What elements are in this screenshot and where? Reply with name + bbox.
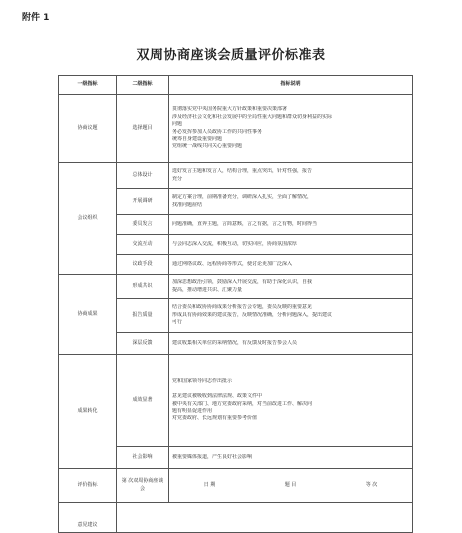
level1-cell: 成果转化 xyxy=(59,355,117,469)
level2-cell: 选择题目 xyxy=(117,95,169,163)
level1-cell: 会议组织 xyxy=(59,163,117,275)
description-cell: 建议收集相关单位的采纳情况，有反馈及时报告参会人员 xyxy=(169,333,413,355)
level1-cell: 协商成果 xyxy=(59,275,117,355)
level2-cell: 交流互动 xyxy=(117,235,169,255)
table-row xyxy=(59,275,413,299)
field-date: 日 期 xyxy=(203,481,216,488)
session-label: 第 次双周协商座谈会 xyxy=(117,469,169,503)
table-header-row xyxy=(59,76,413,95)
level2-cell: 社会影响 xyxy=(117,447,169,469)
opinion-label: 意见建议 xyxy=(59,503,117,533)
evaluation-row xyxy=(59,469,413,503)
description-cell: 被重要媒体报道，产生良好社会影响 xyxy=(169,447,413,469)
field-grade: 等 次 xyxy=(365,481,378,488)
description-cell: 问题准确，直奔主题，言简意赅，言之有据，言之有物，时间得当 xyxy=(169,215,413,235)
opinion-row xyxy=(59,503,413,533)
description-cell: 加深思想政治引领，鼓励深入开展交流，有助于深化认识，自我 提高，推动增进共识、汇聚力量 xyxy=(169,275,413,299)
description-cell: 结合委员和政协协商成果分析报告会专题，委员反映的重要意见 形成具有协商效果的建议报告，反映情况准确，分析问题深入，提出建议 可行 xyxy=(169,299,413,333)
evaluation-standards-table xyxy=(58,75,413,533)
header-level1: 一级指标 xyxy=(59,76,117,95)
evaluation-label: 评价指标 xyxy=(59,469,117,503)
description-cell: 制定方案合理，前期准备充分，调研深入扎实，全面了解情况， 找准问题症结 xyxy=(169,189,413,215)
description-cell: 贯彻落实党中央国务院重大方针政策和重要决策部署 涉及经济社会文化和社会发展中的全局性重大问题和群众切身利益的实际 问题 务必发挥参加人员政协工作的共同性事务 统筹自身建设重要问题 党组统一战线共同关心重要问题 xyxy=(169,95,413,163)
table-row xyxy=(59,95,413,163)
level2-cell: 深层反馈 xyxy=(117,333,169,355)
description-cell: 选好发言主题和发言人，结构合理，重点突出，针对性强，报告 充分 xyxy=(169,163,413,189)
evaluation-fields xyxy=(169,469,413,503)
level2-cell: 议政手段 xyxy=(117,255,169,275)
header-level2: 二级指标 xyxy=(117,76,169,95)
description-cell: 党和国家领导同志作出批示 意见建议被吸收到法律法规、政策文件中 被中央有关部门、地方党委政府采纳，对当前改进工作、解决问 题有明显促进作用 对党委政府、长远规划有重要参考价值 xyxy=(169,355,413,447)
level2-cell: 开展调研 xyxy=(117,189,169,215)
level1-cell: 协商议题 xyxy=(59,95,117,163)
level2-cell: 形成共识 xyxy=(117,275,169,299)
table-row xyxy=(59,163,413,189)
field-topic: 题 目 xyxy=(284,481,297,488)
header-description: 指标说明 xyxy=(169,76,413,95)
description-cell: 通过网络议政、远程协商等形式，使讨论更加广泛深入 xyxy=(169,255,413,275)
attachment-label: 附件 1 xyxy=(22,13,50,23)
table-row xyxy=(59,355,413,447)
level2-cell: 报告质量 xyxy=(117,299,169,333)
level2-cell: 委员发言 xyxy=(117,215,169,235)
document-title: 双周协商座谈会质量评价标准表 xyxy=(136,48,326,63)
level2-cell: 总体设计 xyxy=(117,163,169,189)
description-cell: 与会同志深入交流，积极互动，切实回应，协商氛围浓厚 xyxy=(169,235,413,255)
level2-cell: 成效显著 xyxy=(117,355,169,447)
opinion-input-area[interactable] xyxy=(117,503,413,533)
